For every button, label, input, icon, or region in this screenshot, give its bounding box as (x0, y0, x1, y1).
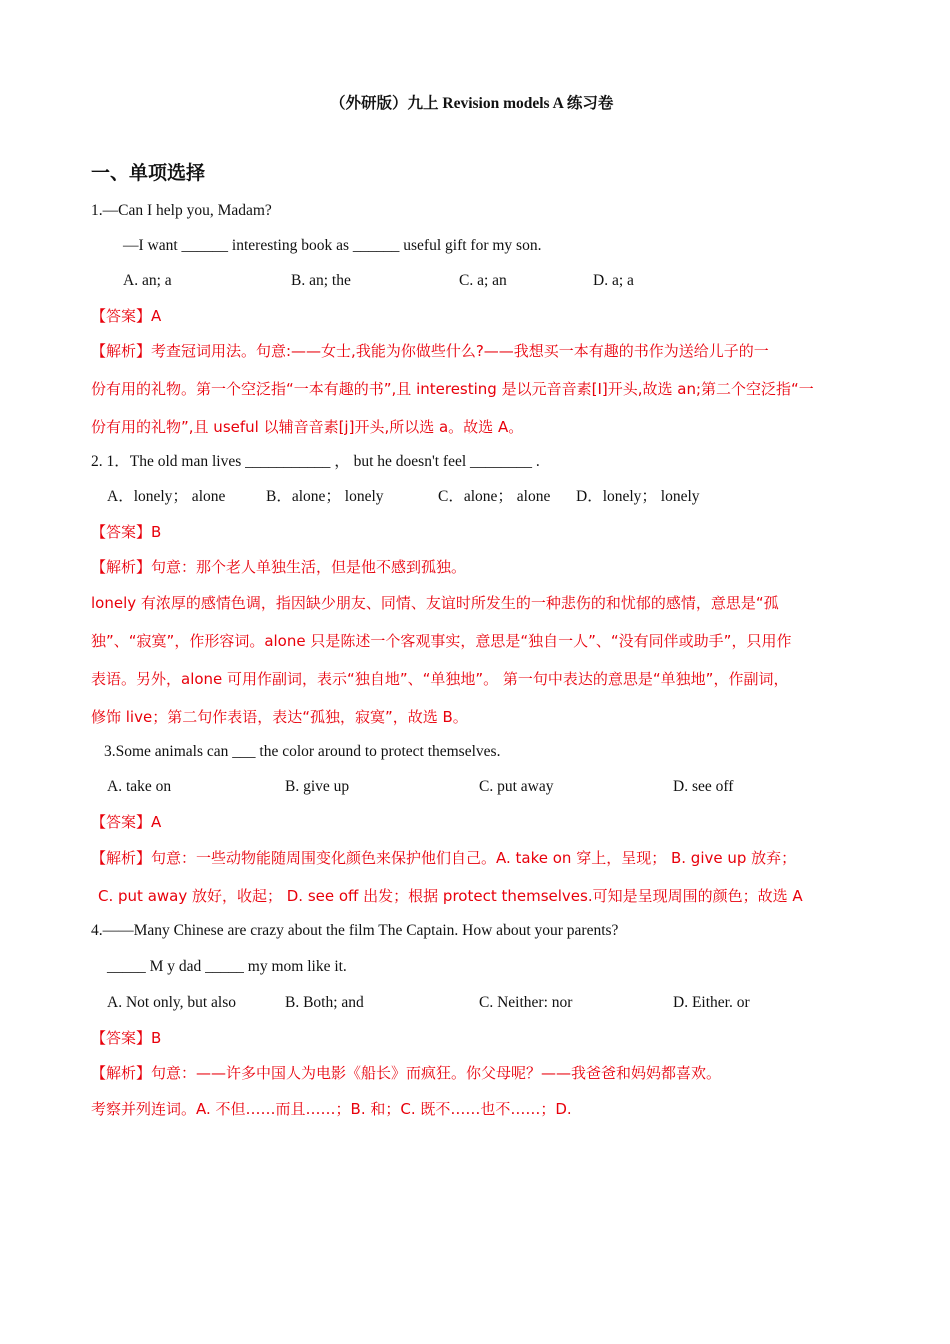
q2-explanation-line5: 修饰 live；第二句作表语，表达“孤独，寂寞”，故选 B。 (91, 708, 468, 726)
q2-explanation-line2: lonely 有浓厚的感情色调，指因缺少朋友、同情、友谊时所发生的一种悲伤的和忧郁的感情，意思是“孤 (91, 594, 779, 612)
q3-option-d: D. see off (673, 778, 734, 795)
q4-option-b: B. Both; and (285, 994, 364, 1011)
q2-option-b: B．alone； lonely (266, 488, 384, 505)
q4-stem: 4.——Many Chinese are crazy about the film The Captain. How about your parents? (91, 922, 619, 939)
q1-option-a: A. an; a (123, 272, 172, 289)
q3-explanation-line1: 【解析】句意：一些动物能随周围变化颜色来保护他们自己。A. take on 穿上，呈现； B. give up 放弃； (91, 849, 797, 867)
q4-option-d: D. Either. or (673, 994, 750, 1011)
q1-explanation-line1: 【解析】考查冠词用法。句意:——女士,我能为你做些什么?——我想买一本有趣的书作为送给儿子的一 (91, 342, 769, 360)
q1-explanation-line2: 份有用的礼物。第一个空泛指“一本有趣的书”,且 interesting 是以元音音素[I]开头,故选 an;第二个空泛指“一 (91, 380, 814, 398)
q4-option-c: C. Neither: nor (479, 994, 573, 1011)
q1-line2: —I want ______ interesting book as ______ useful gift for my son. (123, 237, 542, 254)
q2-stem: 2. 1．The old man lives ___________ ， but he doesn't feel ________ . (91, 453, 540, 470)
q4-line2: _____ M y dad _____ my mom like it. (107, 958, 347, 975)
q3-option-a: A. take on (107, 778, 172, 795)
q1-option-c: C. a; an (459, 272, 507, 289)
q3-option-c: C. put away (479, 778, 554, 795)
q3-stem: 3.Some animals can ___ the color around to protect themselves. (104, 743, 501, 760)
q3-answer: 【答案】A (91, 813, 162, 831)
q2-explanation-line4: 表语。另外，alone 可用作副词，表示“独自地”、“单独地”。 第一句中表达的意思是“单独地”，作副词， (91, 670, 789, 688)
q1-option-d: D. a; a (593, 272, 634, 289)
q2-answer: 【答案】B (91, 523, 162, 541)
q4-answer: 【答案】B (91, 1029, 162, 1047)
q2-explanation-line3: 独”、“寂寞”，作形容词。alone 只是陈述一个客观事实，意思是“独自一人”、“没有同伴或助手”，只用作 (91, 632, 792, 650)
q4-explanation-line1: 【解析】句意：——许多中国人为电影《船长》而疯狂。你父母呢？——我爸爸和妈妈都喜欢。 (91, 1064, 722, 1082)
q2-option-c: C．alone； alone (438, 488, 551, 505)
q3-explanation-line2: C. put away 放好，收起； D. see off 出发；根据 protect themselves.可知是呈现周围的颜色；故选 A (98, 887, 803, 905)
q3-option-b: B. give up (285, 778, 350, 795)
q4-option-a: A. Not only, but also (107, 994, 237, 1011)
q1-answer: 【答案】A (91, 307, 162, 325)
q1-stem: 1.—Can I help you, Madam? (91, 202, 272, 219)
q1-option-b: B. an; the (291, 272, 351, 289)
q2-option-a: A．lonely； alone (107, 488, 226, 505)
q2-option-d: D．lonely； lonely (576, 488, 700, 505)
document-title: （外研版）九上 Revision models A 练习卷 (330, 95, 614, 112)
q1-explanation-line3: 份有用的礼物”,且 useful 以辅音音素[j]开头,所以选 a。故选 A。 (91, 418, 524, 436)
q4-explanation-line2: 考察并列连词。A. 不但……而且……；B. 和；C. 既不……也不……；D. (91, 1100, 572, 1118)
section-heading: 一、单项选择 (91, 162, 206, 184)
q2-explanation-line1: 【解析】句意：那个老人单独生活，但是他不感到孤独。 (91, 558, 467, 576)
